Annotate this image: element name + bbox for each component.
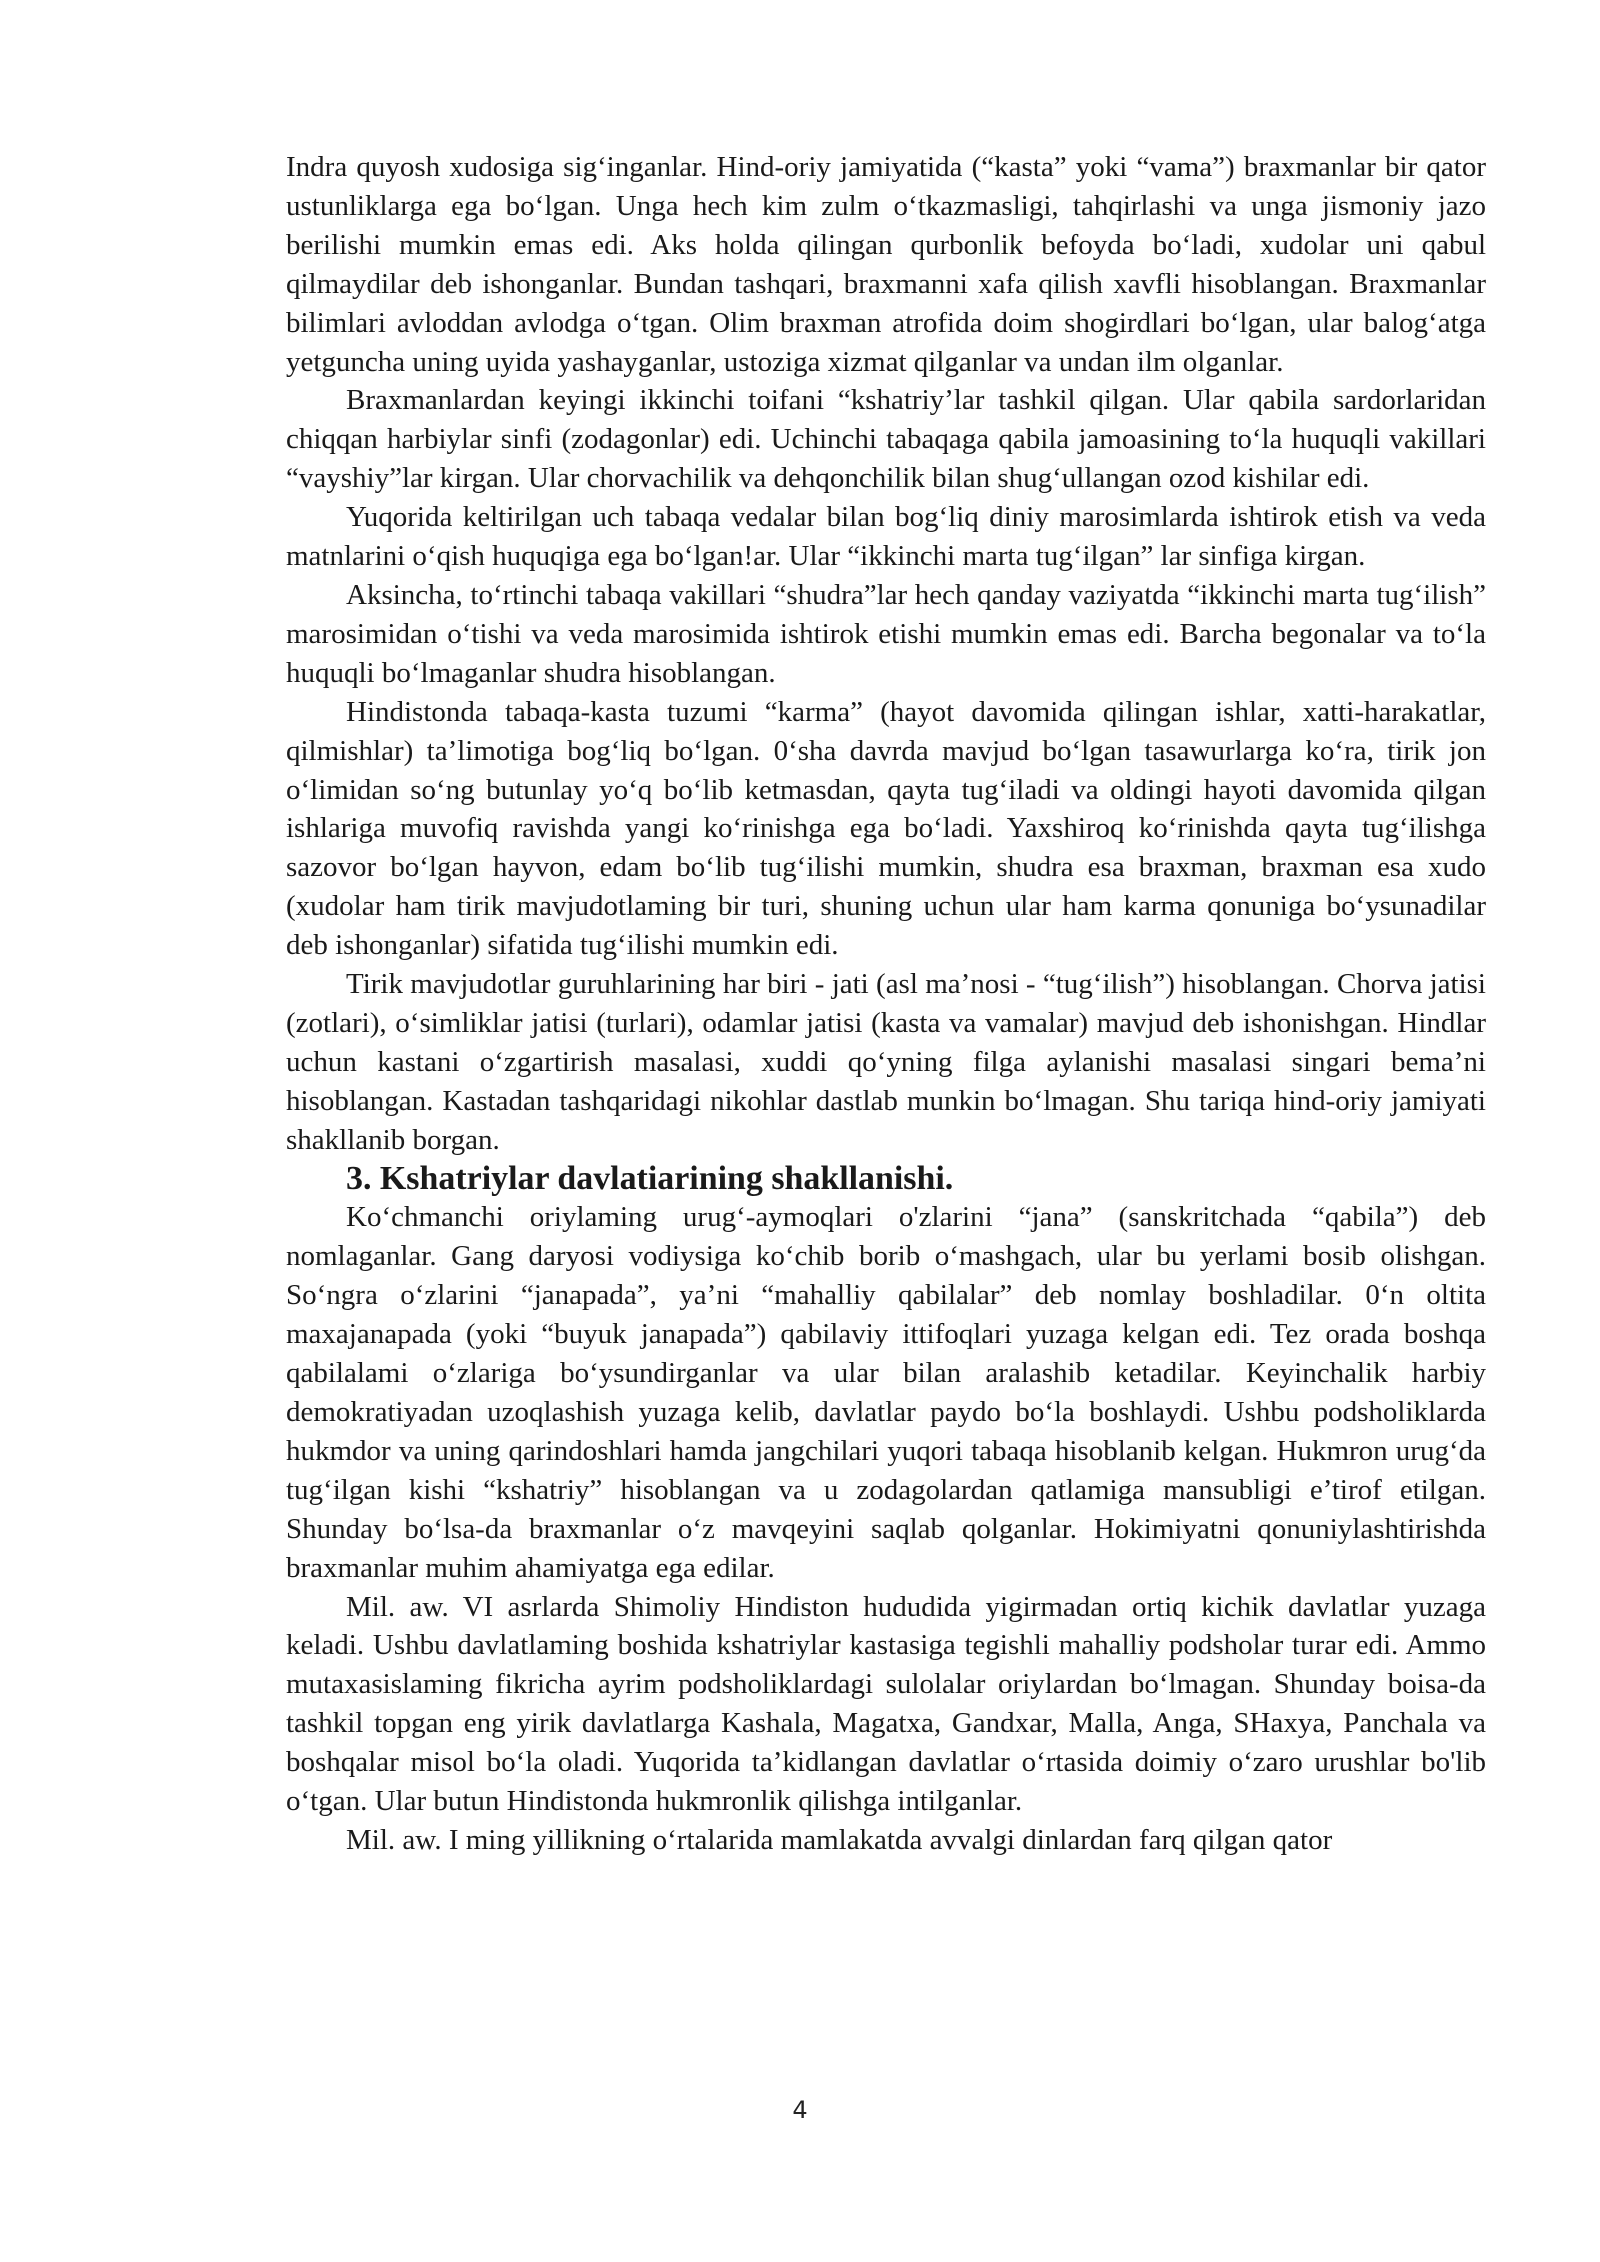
page-number: 4	[792, 2096, 808, 2124]
section-heading: 3. Kshatriylar davlatiarining shakllanishi.	[346, 1159, 954, 1197]
paragraph-7: Ko‘chmanchi oriylaming urug‘-aymoqlari o'zlarini “jana” (sanskritchada “qabila”) deb nomlaganlar. Gang daryosi vodiysiga ko‘chib borib o‘mashgach, ular bu yerlami bosib olishgan. So‘ngra o‘zlarini “janapada”, ya’ni “mahalliy qabilalar” deb nomlay boshladilar. 0‘n oltita maxajanapada (yoki “buyuk janapada”) qabilaviy ittifoqlari yuzaga kelgan edi. Tez orada boshqa qabilalami o‘zlariga bo‘ysundirganlar va ular bilan aralashib ketadilar. Keyinchalik harbiy demokratiyadan uzoqlashish yuzaga kelib, davlatlar paydo bo‘la boshlaydi. Ushbu podsholiklarda hukmdor va uning qarindoshlari hamda jangchilari yuqori tabaqa hisoblanib kelgan. Hukmron urug‘da tug‘ilgan kishi “kshatriy” hisoblangan va u zodagolardan qatlamiga mansubligi e’tirof etilgan. Shunday bo‘lsa-da braxmanlar o‘z mavqeyini saqlab qolganlar. Hokimiyatni qonuniylashtirishda braxmanlar muhim ahamiyatga ega edilar.	[286, 1201, 1486, 1584]
paragraph-9: Mil. aw. I ming yillikning o‘rtalarida mamlakatda avvalgi dinlardan farq qilgan qator	[346, 1823, 1333, 1856]
paragraph-2: Braxmanlardan keyingi ikkinchi toifani “kshatriy’lar tashkil qilgan. Ular qabila sardorlaridan chiqqan harbiylar sinfi (zodagonlar) edi. Uchinchi tabaqaga qabila jamoasining to‘la huquqli vakillari “vayshiy”lar kirgan. Ular chorvachilik va dehqonchilik bilan shug‘ullangan ozod kishilar edi.	[286, 384, 1486, 495]
paragraph-4: Aksincha, to‘rtinchi tabaqa vakillari “shudra”lar hech qanday vaziyatda “ikkinchi marta tug‘ilish” marosimidan o‘tishi va veda marosimida ishtirok etishi mumkin emas edi. Barcha begonalar va to‘la huquqli bo‘lmaganlar shudra hisoblangan.	[286, 578, 1486, 689]
paragraph-8: Mil. aw. VI asrlarda Shimoliy Hindiston hududida yigirmadan ortiq kichik davlatlar yuzaga keladi. Ushbu davlatlaming boshida kshatriylar kastasiga tegishli mahalliy podsholar turar edi. Ammo mutaxasislaming fikricha ayrim podsholiklardagi sulolalar oriylardan bo‘lmagan. Shunday boisa-da tashkil topgan eng yirik davlatlarga Kashala, Magatxa, Gandxar, Malla, Anga, SHaxya, Panchala va boshqalar misol bo‘la oladi. Yuqorida ta’kidlangan davlatlar o‘rtasida doimiy o‘zaro urushlar bo'lib o‘tgan. Ular butun Hindistonda hukmronlik qilishga intilganlar.	[286, 1590, 1486, 1818]
paragraph-6: Tirik mavjudotlar guruhlarining har biri - jati (asl ma’nosi - “tug‘ilish”) hisoblangan. Chorva jatisi (zotlari), o‘simliklar jatisi (turlari), odamlar jatisi (kasta va vamalar) mavjud deb ishonishgan. Hindlar uchun kastani o‘zgartirish masalasi, xuddi qo‘yning filga aylanishi masalasi singari bema’ni hisoblangan. Kastadan tashqaridagi nikohlar dastlab munkin bo‘lmagan. Shu tariqa hind-oriy jamiyati shakllanib borgan.	[286, 968, 1486, 1156]
paragraph-3: Yuqorida keltirilgan uch tabaqa vedalar bilan bog‘liq diniy marosimlarda ishtirok etish va veda matnlarini o‘qish huquqiga ega bo‘lgan!ar. Ular “ikkinchi marta tug‘ilgan” lar sinfiga kirgan.	[286, 501, 1486, 573]
paragraph-1: Indra quyosh xudosiga sig‘inganlar. Hind-oriy jamiyatida (“kasta” yoki “vama”) braxmanlar bir qator ustunliklarga ega bo‘lgan. Unga hech kim zulm o‘tkazmasligi, tahqirlashi va unga jismoniy jazo berilishi mumkin emas edi. Aks holda qilingan qurbonlik befoyda bo‘ladi, xudolar uni qabul qilmaydilar deb ishonganlar. Bundan tashqari, braxmanni xafa qilish xavfli hisoblangan. Braxmanlar bilimlari avloddan avlodga o‘tgan. Olim braxman atrofida doim shogirdlari bo‘lgan, ular balog‘atga yetguncha uning uyida yashayganlar, ustoziga xizmat qilganlar va undan ilm olganlar.	[286, 151, 1486, 378]
paragraph-5: Hindistonda tabaqa-kasta tuzumi “karma” (hayot davomida qilingan ishlar, xatti-harakatlar, qilmishlar) ta’limotiga bog‘liq bo‘lgan. 0‘sha davrda mavjud bo‘lgan tasawurlarga ko‘ra, tirik jon o‘limidan so‘ng butunlay yo‘q bo‘lib ketmasdan, qayta tug‘iladi va oldingi hayoti davomida qilgan ishlariga muvofiq ravishda yangi ko‘rinishga ega bo‘ladi. Yaxshiroq ko‘rinishda qayta tug‘ilishga sazovor bo‘lgan hayvon, edam bo‘lib tug‘ilishi mumkin, shudra esa braxman, braxman esa xudo (xudolar ham tirik mavjudotlaming bir turi, shuning uchun ular ham karma qonuniga bo‘ysunadilar deb ishonganlar) sifatida tug‘ilishi mumkin edi.	[286, 695, 1486, 962]
page-body	[286, 148, 1486, 1860]
